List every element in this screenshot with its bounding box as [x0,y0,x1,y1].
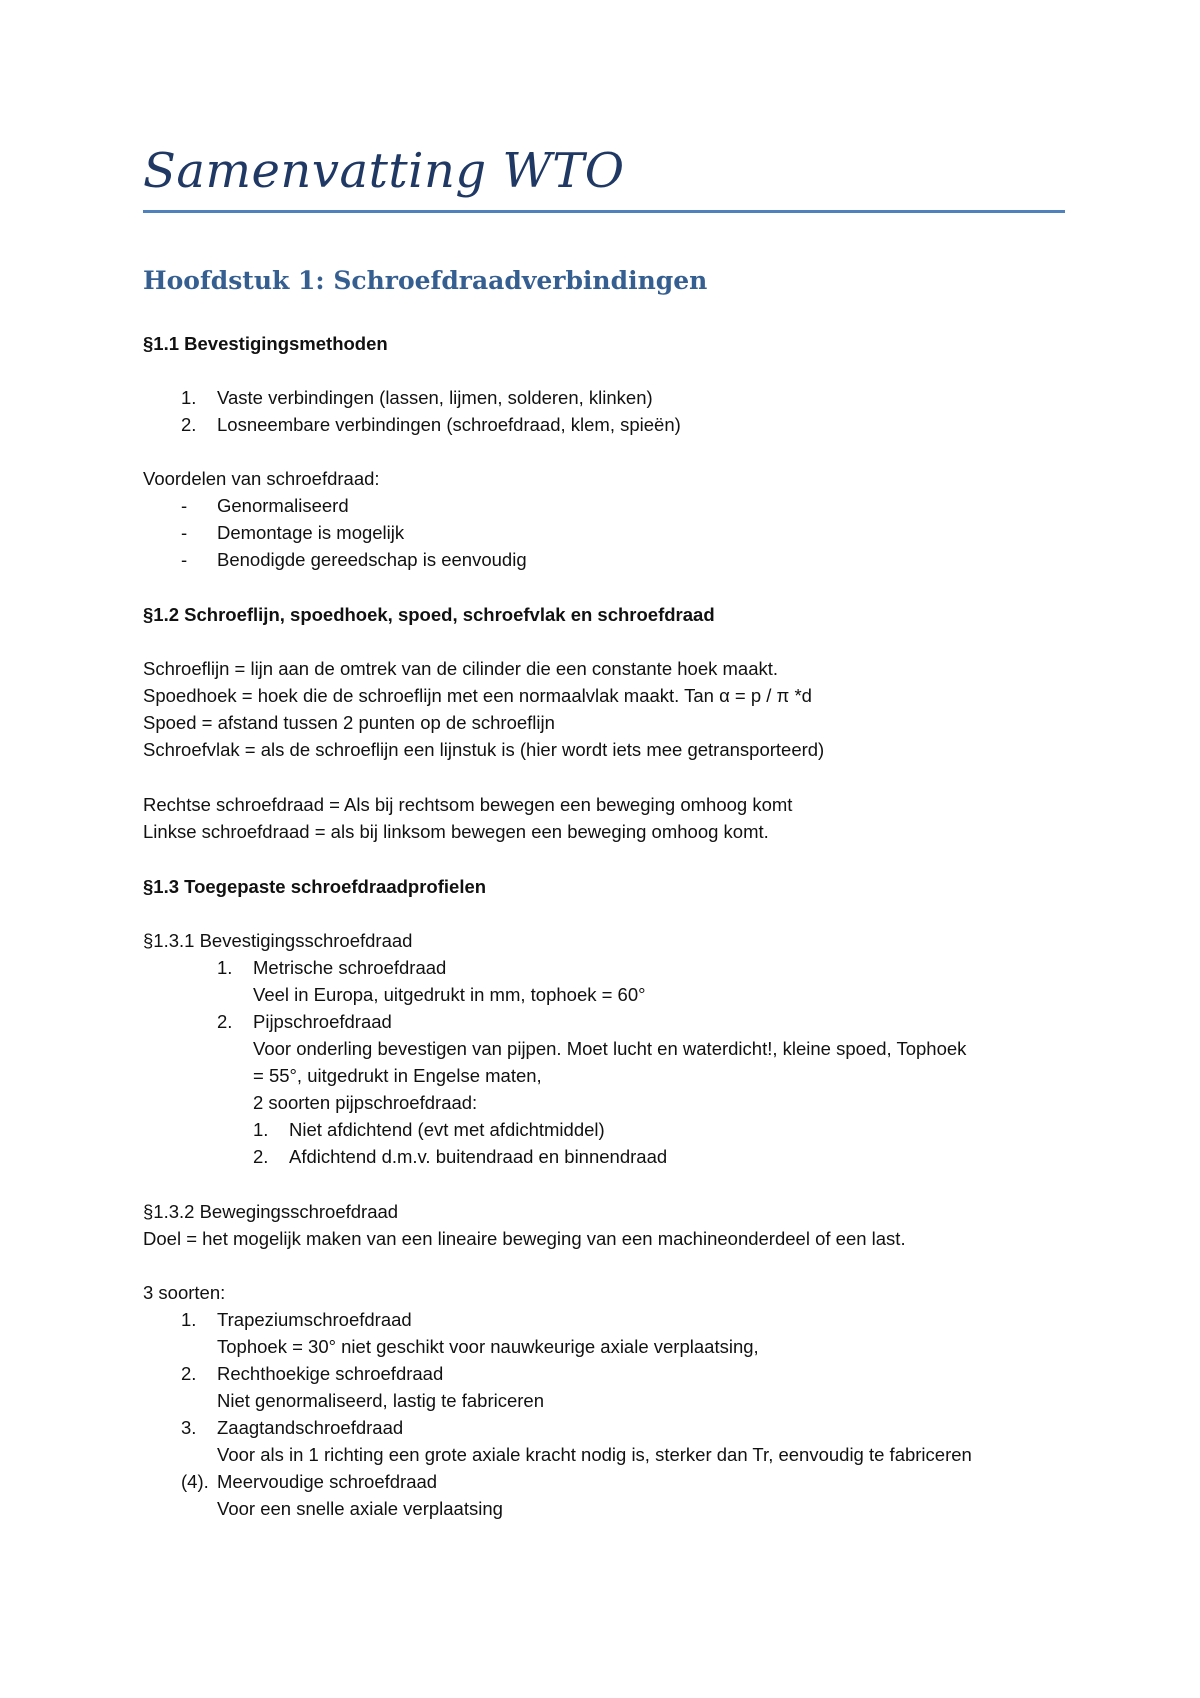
nested-list-item [253,1145,667,1169]
list-text: Metrische schroefdraad [253,957,447,978]
list-item-description: Voor een snelle axiale verplaatsing [217,1498,503,1519]
list-number: 2. [253,1146,269,1167]
section-heading-1-1: §1.1 Bevestigingsmethoden [143,333,388,354]
title-underline [143,210,1065,213]
list-number: 1. [181,387,197,408]
subsection-heading-1-3-1: §1.3.1 Bevestigingsschroefdraad [143,930,413,951]
list-number: 1. [217,957,233,978]
definition-line: Spoed = afstand tussen 2 punten op de schroeflijn [143,712,555,733]
nested-list-item [253,1118,605,1142]
document-title: Samenvatting WTO [143,143,625,199]
definition-line: Rechtse schroefdraad = Als bij rechtsom bewegen een beweging omhoog komt [143,794,793,815]
list-item [217,1010,392,1034]
bullet-text: Benodigde gereedschap is eenvoudig [217,549,527,570]
section-heading-1-3: §1.3 Toegepaste schroefdraadprofielen [143,876,487,897]
list-item [181,1416,403,1440]
list-text: Vaste verbindingen (lassen, lijmen, solderen, klinken) [217,387,653,408]
bullet-text: Demontage is mogelijk [217,522,405,543]
list-item-description: Tophoek = 30° niet geschikt voor nauwkeurige axiale verplaatsing, [217,1336,759,1357]
definition-line: Schroefvlak = als de schroeflijn een lijnstuk is (hier wordt iets mee getransporteerd) [143,739,825,760]
list-item-description: Voor als in 1 richting een grote axiale kracht nodig is, sterker dan Tr, eenvoudig te fabriceren [217,1444,972,1465]
list-text: Losneembare verbindingen (schroefdraad, klem, spieën) [217,414,681,435]
list-item [181,1308,412,1332]
list-number: 2. [181,414,197,435]
list-text: Niet afdichtend (evt met afdichtmiddel) [289,1119,605,1140]
list-number: (4). [181,1471,209,1492]
list-item [181,1362,443,1386]
bullet-dash: - [181,495,188,516]
bullet-item [181,494,349,518]
definition-line: Schroeflijn = lijn aan de omtrek van de cilinder die een constante hoek maakt. [143,658,779,679]
bullet-text: Genormaliseerd [217,495,349,516]
list-text: Trapeziumschroefdraad [217,1309,412,1330]
list-number: 3. [181,1417,197,1438]
list-item-description: Niet genormaliseerd, lastig te fabriceren [217,1390,544,1411]
bullet-dash: - [181,549,188,570]
list-item-description: = 55°, uitgedrukt in Engelse maten, [253,1065,542,1086]
bullet-dash: - [181,522,188,543]
list-item [181,413,681,437]
list-number: 2. [181,1363,197,1384]
list-item-description: 2 soorten pijpschroefdraad: [253,1092,478,1113]
goal-line: Doel = het mogelijk maken van een lineaire beweging van een machineonderdeel of een last. [143,1228,906,1249]
list-text: Rechthoekige schroefdraad [217,1363,444,1384]
list-item [217,956,446,980]
list-number: 2. [217,1011,233,1032]
chapter-heading: Hoofdstuk 1: Schroefdraadverbindingen [143,266,708,295]
definition-line: Spoedhoek = hoek die de schroeflijn met een normaalvlak maakt. Tan α = p / π *d [143,685,812,706]
kinds-label: 3 soorten: [143,1282,226,1303]
list-text: Meervoudige schroefdraad [217,1471,438,1492]
list-item-description: Voor onderling bevestigen van pijpen. Moet lucht en waterdicht!, kleine spoed, Tophoek [253,1038,967,1059]
list-item [181,386,653,410]
advantages-label: Voordelen van schroefdraad: [143,468,380,489]
section-heading-1-2: §1.2 Schroeflijn, spoedhoek, spoed, schroefvlak en schroefdraad [143,604,715,625]
bullet-item [181,521,404,545]
list-item-description: Veel in Europa, uitgedrukt in mm, tophoek = 60° [253,984,646,1005]
definition-line: Linkse schroefdraad = als bij linksom bewegen een beweging omhoog komt. [143,821,769,842]
list-text: Pijpschroefdraad [253,1011,392,1032]
list-item [181,1470,437,1494]
list-number: 1. [253,1119,269,1140]
list-text: Zaagtandschroefdraad [217,1417,404,1438]
bullet-item [181,548,527,572]
subsection-heading-1-3-2: §1.3.2 Bewegingsschroefdraad [143,1201,399,1222]
list-number: 1. [181,1309,197,1330]
list-text: Afdichtend d.m.v. buitendraad en binnendraad [289,1146,668,1167]
